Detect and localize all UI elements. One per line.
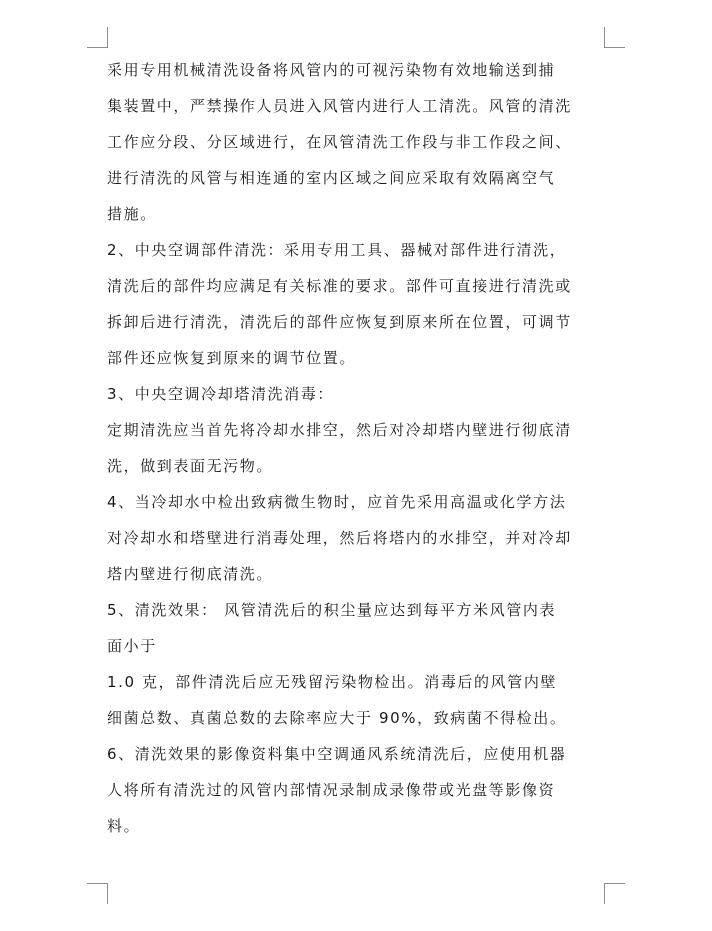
text-line: 洗，做到表面无污物。: [107, 457, 274, 475]
document-body: [107, 52, 607, 844]
text-line: 1.0 克，部件清洗后应无残留污染物检出。消毒后的风管内壁: [107, 673, 558, 691]
text-line: 拆卸后进行清洗，清洗后的部件应恢复到原来所在位置，可调节: [107, 313, 572, 331]
text-line: 部件还应恢复到原来的调节位置。: [107, 349, 357, 367]
text-line: 进行清洗的风管与相连通的室内区域之间应采取有效隔离空气: [107, 169, 556, 187]
text-line: 细菌总数、真菌总数的去除率应大于 90%，致病菌不得检出。: [107, 709, 567, 727]
text-line: 措施。: [107, 205, 157, 223]
text-line: 6、清洗效果的影像资料集中空调通风系统清洗后，应使用机器: [107, 745, 567, 763]
text-line: 定期清洗应当首先将冷却水排空，然后对冷却塔内壁进行彻底清: [107, 421, 572, 439]
text-line: 2、中央空调部件清洗：采用专用工具、器械对部件进行清洗，: [107, 241, 567, 259]
text-line: 5、清洗效果： 风管清洗后的积尘量应达到每平方米风管内表: [107, 601, 557, 619]
text-line: 采用专用机械清洗设备将风管内的可视污染物有效地输送到捕: [107, 61, 556, 79]
crop-mark-bottom-right: [604, 883, 625, 904]
text-line: 集装置中，严禁操作人员进入风管内进行人工清洗。风管的清洗: [107, 97, 572, 115]
text-line: 塔内壁进行彻底清洗。: [107, 565, 274, 583]
text-line: 料。: [107, 817, 141, 835]
crop-mark-top-left: [87, 27, 108, 48]
text-line: 4、当冷却水中检出致病微生物时，应首先采用高温或化学方法: [107, 493, 567, 511]
text-line: 3、中央空调冷却塔清洗消毒：: [107, 385, 334, 403]
text-line: 工作应分段、分区域进行，在风管清洗工作段与非工作段之间、: [107, 133, 572, 151]
text-line: 人将所有清洗过的风管内部情况录制成录像带或光盘等影像资: [107, 781, 556, 799]
text-line: 清洗后的部件均应满足有关标准的要求。部件可直接进行清洗或: [107, 277, 572, 295]
crop-mark-bottom-left: [87, 883, 108, 904]
text-line: 面小于: [107, 637, 157, 655]
crop-mark-top-right: [604, 27, 625, 48]
text-line: 对冷却水和塔壁进行消毒处理，然后将塔内的水排空，并对冷却: [107, 529, 572, 547]
